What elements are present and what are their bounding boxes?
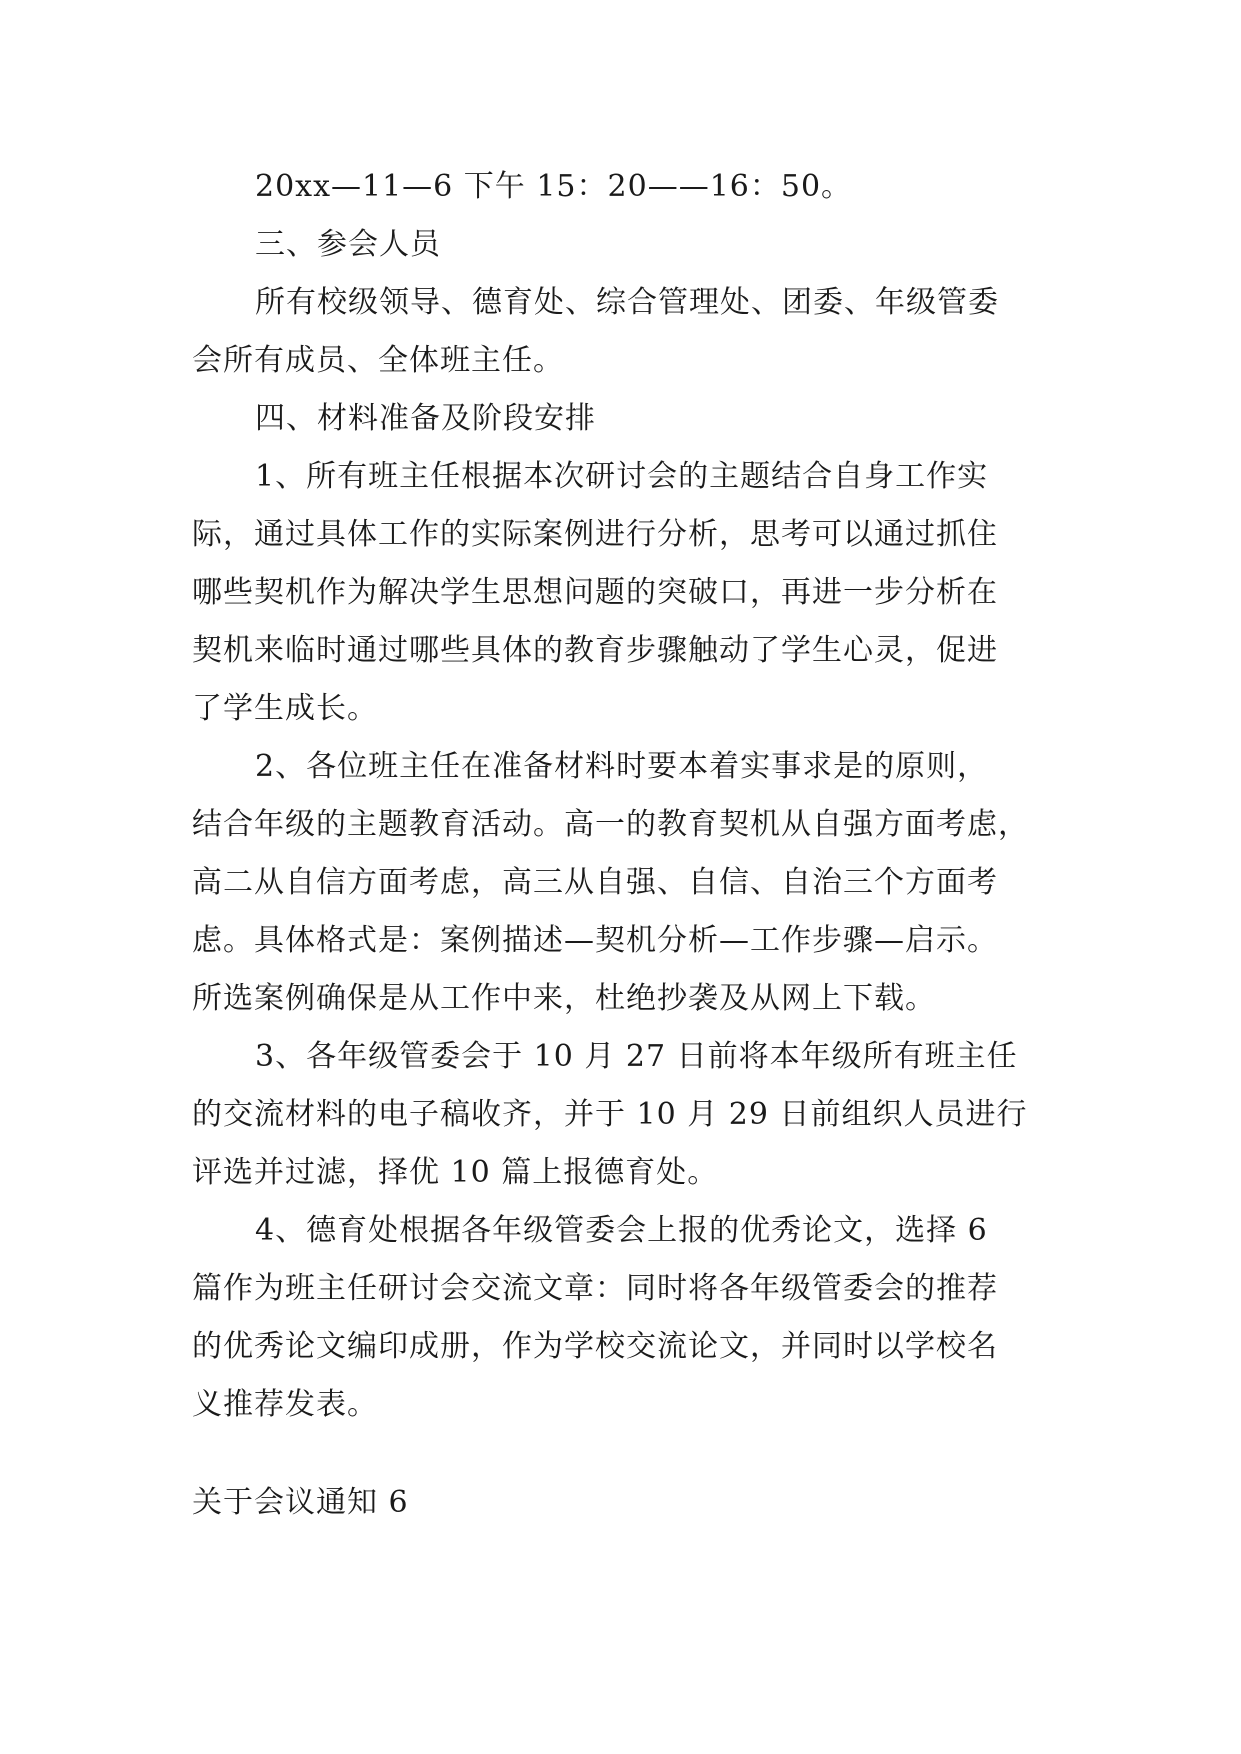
text-line: 契机来临时通过哪些具体的教育步骤触动了学生心灵，促进: [192, 633, 998, 668]
document-body: [192, 158, 1062, 1434]
text-line: 3、各年级管委会于 10 月 27 日前将本年级所有班主任: [255, 1039, 1018, 1074]
text-line: 义推荐发表。: [192, 1387, 378, 1422]
text-line: 际，通过具体工作的实际案例进行分析，思考可以通过抓住: [192, 517, 998, 552]
text-line: 哪些契机作为解决学生思想问题的突破口，再进一步分析在: [192, 575, 998, 610]
text-line: 的交流材料的电子稿收齐，并于 10 月 29 日前组织人员进行: [192, 1097, 1028, 1132]
text-line: 了学生成长。: [192, 691, 378, 726]
text-line: 结合年级的主题教育活动。高一的教育契机从自强方面考虑，: [192, 807, 1029, 842]
text-line: 所选案例确保是从工作中来，杜绝抄袭及从网上下载。: [192, 981, 936, 1016]
next-section-title: 关于会议通知 6: [192, 1485, 409, 1520]
text-line: 4、德育处根据各年级管委会上报的优秀论文，选择 6: [255, 1213, 988, 1248]
section-heading-materials: 四、材料准备及阶段安排: [255, 401, 596, 436]
text-line: 2、各位班主任在准备材料时要本着实事求是的原则，: [255, 749, 989, 784]
text-line: 的优秀论文编印成册，作为学校交流论文，并同时以学校名: [192, 1329, 998, 1364]
text-line: 会所有成员、全体班主任。: [192, 343, 564, 378]
text-line: 所有校级领导、德育处、综合管理处、团委、年级管委: [255, 285, 999, 320]
text-line: 评选并过滤，择优 10 篇上报德育处。: [192, 1155, 719, 1190]
item-1-paragraph: [192, 448, 1062, 738]
item-4-paragraph: [192, 1202, 1062, 1434]
meeting-time-line: 20xx—11—6 下午 15：20——16：50。: [255, 169, 853, 204]
text-line: 1、所有班主任根据本次研讨会的主题结合自身工作实: [255, 459, 989, 494]
item-2-paragraph: [192, 738, 1062, 1028]
text-line: 篇作为班主任研讨会交流文章：同时将各年级管委会的推荐: [192, 1271, 998, 1306]
text-line: 高二从自信方面考虑，高三从自强、自信、自治三个方面考: [192, 865, 998, 900]
item-3-paragraph: [192, 1028, 1062, 1202]
section-heading-attendees: 三、参会人员: [255, 227, 441, 262]
attendees-paragraph: [192, 274, 1062, 390]
text-line: 虑。具体格式是：案例描述—契机分析—工作步骤—启示。: [192, 923, 998, 958]
